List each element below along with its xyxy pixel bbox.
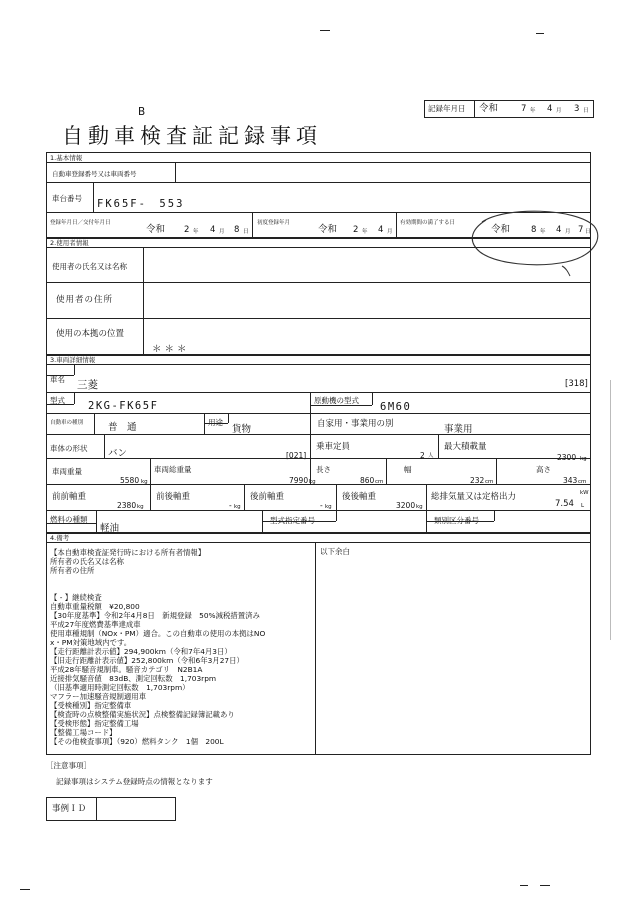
form-letter: B bbox=[138, 106, 146, 118]
registration-number-label: 自動車登録番号又は車両番号 bbox=[52, 170, 137, 178]
remark-line: 【走行距離計表示値】294,900km（令和7年4月3日） bbox=[50, 647, 232, 656]
case-id-label: 事例ＩＤ bbox=[52, 804, 87, 814]
type-designation-label: 型式指定番号 bbox=[270, 516, 315, 525]
vehicle-type-label: 自動車の種別 bbox=[50, 420, 84, 426]
record-date-label: 記録年月日 bbox=[428, 104, 466, 113]
vehicle-type-value: 普 通 bbox=[108, 422, 137, 433]
remark-line: 使用車種規制（NOx・PM）適合。この自動車の使用の本拠はNO bbox=[50, 629, 266, 638]
private-business-value: 事業用 bbox=[444, 424, 473, 435]
gross-weight-value: 7990 bbox=[289, 476, 309, 485]
displacement-value: 7.54 bbox=[555, 499, 574, 509]
length-value: 860 bbox=[360, 476, 375, 485]
base-location-value: ＊＊＊ bbox=[152, 344, 190, 355]
fr-axle-value: - bbox=[229, 501, 232, 510]
page-title: 自動車検査証記録事項 bbox=[62, 124, 322, 148]
width-label: 幅 bbox=[404, 465, 412, 474]
engine-model-value: 6M60 bbox=[380, 401, 412, 413]
remark-line: 【検査時の点検整備実施状況】点検整備記録簿記載あり bbox=[50, 710, 235, 719]
model-label: 型式 bbox=[50, 396, 65, 405]
base-location-label: 使用の本拠の位置 bbox=[56, 329, 125, 339]
make-code: [318] bbox=[565, 379, 588, 389]
model-value: 2KG-FK65F bbox=[88, 400, 159, 412]
width-value: 232 bbox=[470, 476, 485, 485]
max-load-label: 最大積載量 bbox=[444, 442, 487, 452]
remark-line: 自動車重量税額 ¥20,800 bbox=[50, 602, 140, 611]
make-label: 車名 bbox=[50, 375, 65, 384]
scan-mark bbox=[540, 885, 550, 886]
remark-line: 【本自動車検査証発行時における所有者情報】 bbox=[50, 548, 206, 557]
remark-line: 【その他検査事項】（920）燃料タンク 1個 200L bbox=[50, 737, 224, 746]
remark-line: 【旧走行距離計表示値】252,800km（令和6年3月27日） bbox=[50, 656, 244, 665]
scan-mark bbox=[20, 889, 30, 890]
remark-line: マフラー加速騒音規制適用車 bbox=[50, 692, 147, 701]
remark-line: 所有者の氏名又は名称 bbox=[50, 557, 124, 566]
first-reg-label: 初度登録年月 bbox=[257, 220, 291, 226]
reg-issue-date-label: 登録年月日／交付年月日 bbox=[50, 220, 111, 226]
category-label: 類別区分番号 bbox=[434, 516, 479, 525]
chassis-number: FK65F- 553 bbox=[97, 198, 185, 210]
remark-line: 【整備工場コード】 bbox=[50, 728, 117, 737]
engine-model-label: 原動機の型式 bbox=[314, 396, 359, 405]
rr-axle-value: 3200 bbox=[396, 501, 416, 510]
expiry-label: 有効期間の満了する日 bbox=[400, 220, 456, 226]
record-date-month: 4 bbox=[547, 104, 553, 114]
section-heading: 4.備考 bbox=[50, 534, 70, 542]
gross-weight-label: 車両総重量 bbox=[154, 465, 192, 474]
notes-text: 記録事項はシステム登録時点の情報となります bbox=[56, 777, 213, 786]
chassis-label: 車台番号 bbox=[52, 194, 82, 203]
make-value: 三菱 bbox=[77, 379, 98, 391]
remarks-right-note: 以下余白 bbox=[320, 547, 350, 556]
rr-axle-label: 後後軸重 bbox=[342, 492, 377, 502]
remark-line: 【受検種別】指定整備車 bbox=[50, 701, 132, 710]
record-date-era: 令和 bbox=[479, 103, 499, 114]
body-shape-label: 車体の形状 bbox=[50, 444, 88, 453]
remark-line: 【30年度基準】令和2年4月8日 新規登録 50%減税措置済み bbox=[50, 611, 260, 620]
record-date-year: 7 bbox=[521, 104, 527, 114]
fuel-value: 軽油 bbox=[100, 523, 120, 534]
notes-heading: ［注意事項］ bbox=[46, 761, 91, 770]
remark-line: 所有者の住所 bbox=[50, 566, 95, 575]
user-address-label: 使用者の住所 bbox=[56, 295, 114, 305]
user-name-label: 使用者の氏名又は名称 bbox=[52, 262, 127, 271]
rf-axle-label: 後前軸重 bbox=[250, 492, 285, 502]
private-business-label: 自家用・事業用の別 bbox=[317, 419, 394, 429]
scan-mark bbox=[520, 885, 528, 886]
displacement-label: 総排気量又は定格出力 bbox=[431, 492, 517, 502]
ff-axle-label: 前前軸重 bbox=[52, 492, 87, 502]
record-date-day: 3 bbox=[574, 104, 580, 114]
body-shape-code: [021] bbox=[286, 451, 307, 460]
max-load-value: 2300 bbox=[557, 453, 577, 462]
weight-value: 5580 bbox=[120, 476, 140, 485]
use-value: 貨物 bbox=[232, 424, 252, 435]
remark-line: x・PM対策地域内です。 bbox=[50, 638, 132, 647]
capacity-value: 2 bbox=[420, 451, 425, 460]
ff-axle-value: 2380 bbox=[117, 501, 137, 510]
remark-line: 平成28年騒音規制車。騒音カテゴリ N2B1A bbox=[50, 665, 203, 674]
height-label: 高さ bbox=[536, 465, 551, 474]
rf-axle-value: - bbox=[320, 501, 323, 510]
page: 記録年月日 令和 7 年 4 月 3 日 B 自動車検査証記録事項 1.基本情報 自動車登録番号又は車両番号 車台番号 FK65F- 553 登録年月日／交付年月日 令和 2 年 4 月 8 日 初度登録年月 令和 2 年 4 月 有効期間の満了する日 令和 8 年 4 月 7 日 2.使用者情報 使用者の氏名又は名称 使用者の住所 使用の本拠の位置 ＊＊＊ 3.車両詳細情報 車名 三菱 [318] 型式 2KG-FK65F 原動機の型式 6M60 自動車の種別 普 通 用途 貨物 自家用・事業用の別 事業用 車体の形状 バン [021] 乗車定員 2 人 最大積載量 2300 kg 車両重量 5580 kg 車両総重量 7990 kg 長さ 860 cm 幅 232 cm 高さ 343 cm 前前軸重 2380 kg 前後軸重 - kg 後前軸重 - kg 後後軸重 3200 kg 総排気量又は定格出力 kW 7.54 L 燃料の種類 軽油 型式指定番号 類別区分番号 4.備考 以下余白 【本自動車検査証発行時における所有者情報】 所有者の氏名又は名称 所有者の住所 【 - 】継続検査 自動車重量税額 ¥20,800 【30年度基準】令和2年4月8日 新規登録 50%減税措置済み 平成27年度燃費基準達成車 使用車種規制（NOx・PM）適合。この自動車の使用の本拠はNO x・PM対策地域内です。 【走行距離計表示値】294,900km（令和7年4月3日） 【旧走行距離計表示値】252,800km（令和6年3月27日） 平成28年騒音規制車。騒音カテゴリ N2B1A 近接排気騒音値 83dB、測定回転数 1,703rpm （旧基準適用時測定回転数 1,703rpm） マフラー加速騒音規制適用車 【受検種別】指定整備車 【検査時の点検整備実施状況】点検整備記録簿記載あり 【受検形態】指定整備工場 【整備工場コード】 【その他検査事項】（920）燃料タンク 1個 200L ［注意事項］ 記録事項はシステム登録時点の情報となります 事例ＩＤ bbox=[0, 0, 640, 903]
remark-line: （旧基準適用時測定回転数 1,703rpm） bbox=[50, 683, 190, 692]
fuel-label: 燃料の種類 bbox=[50, 515, 88, 524]
height-value: 343 bbox=[563, 476, 578, 485]
scan-mark bbox=[320, 30, 330, 31]
body-shape-value: バン bbox=[108, 448, 128, 459]
remark-line: 【 - 】継続検査 bbox=[50, 593, 102, 602]
fr-axle-label: 前後軸重 bbox=[156, 492, 191, 502]
remark-line: 【受検形態】指定整備工場 bbox=[50, 719, 139, 728]
scan-mark bbox=[536, 33, 544, 34]
section-heading: 1.基本情報 bbox=[50, 154, 83, 162]
section-user-info bbox=[46, 238, 591, 355]
section-heading: 3.車両詳細情報 bbox=[50, 356, 96, 364]
capacity-label: 乗車定員 bbox=[316, 442, 351, 452]
use-label: 用途 bbox=[208, 418, 223, 427]
remark-line: 平成27年度燃費基準達成車 bbox=[50, 620, 141, 629]
scan-mark bbox=[610, 380, 611, 640]
section-heading: 2.使用者情報 bbox=[50, 239, 89, 247]
remark-line: 近接排気騒音値 83dB、測定回転数 1,703rpm bbox=[50, 674, 217, 683]
weight-label: 車両重量 bbox=[52, 467, 82, 476]
length-label: 長さ bbox=[316, 465, 331, 474]
